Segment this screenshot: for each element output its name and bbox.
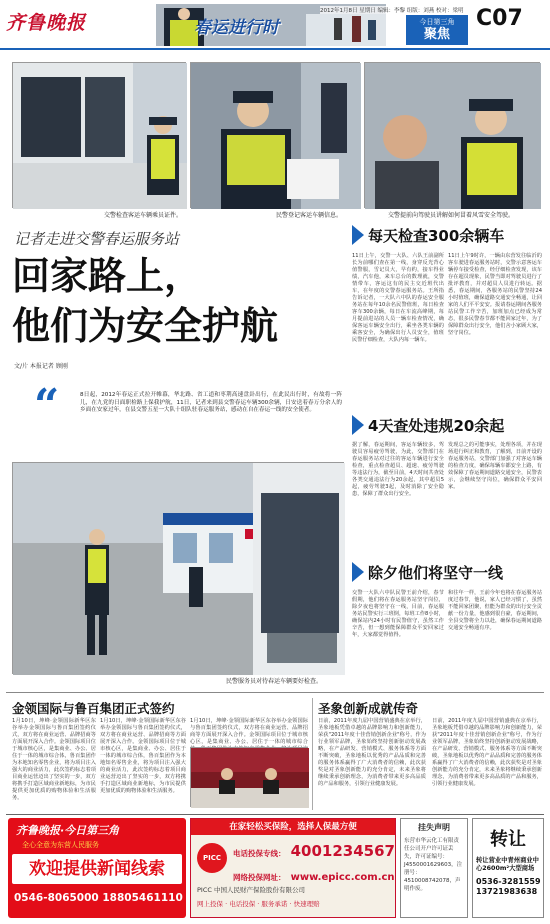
ad-mid-top: 在家轻松买保险，选择人保最方便 — [191, 819, 395, 835]
page-number: C07 — [476, 6, 523, 31]
newspaper-logo: 齐鲁晚报 — [6, 12, 87, 34]
bottom-left-photo — [190, 747, 308, 807]
top-photo-1 — [12, 62, 186, 208]
ad-strip-top-rule — [6, 814, 544, 815]
ad-mid-phone: 4001234567 — [290, 842, 395, 860]
topic-box — [406, 15, 468, 45]
bottom-vertical-rule — [312, 698, 313, 810]
section-2-title: 4天查处违规20余起 — [368, 417, 505, 435]
headline-line-1: 回家路上， — [12, 254, 203, 298]
bottom-left-text-col-3: 1月10日，坤峰·金领国际新华区东谷举办金领国际与鲁百集团签约仪式，双方将在商业运营、品牌招商等方面展开深入合作。金领国际项目位于城市核心区，是集商业、办公、居住于一体的城市综合 — [190, 718, 308, 745]
byline: 文/片 本报记者 顾刚 — [14, 363, 68, 370]
notice-box — [400, 818, 468, 918]
headline-line-2: 他们为安全护航 — [12, 304, 279, 348]
photo-signing-ceremony — [191, 748, 309, 808]
section-1-title: 每天检查300余辆车 — [368, 227, 505, 245]
ad-mid-phone-row — [233, 841, 395, 860]
ad-right-title: 转让 — [490, 829, 526, 850]
top-photo-3-caption: 交警提前向驾驶员讲解如何冒着风雪安全驾驶。 — [388, 212, 515, 219]
bottom-left-text-col-1: 1月10日，坤峰·金领国际新华区东谷举办金领国际与鲁百集团签约仪式，双方将在商业运营、品牌招商等方面展开深入合作。金领国际项目位于城市核心区，是集商业、办公、居住于一体的城市综合体，鲁百集团作为本地知名零售企业，将为项目注入强大的商业活力，此次签约标志着项目商业运营迈出了坚实的一步，双方将携手打造区域商业新地标，为市民提供更加优质的购物体验和生活服务。 — [12, 718, 96, 801]
notice-title: 挂失声明 — [418, 823, 450, 832]
section-divider — [6, 692, 544, 693]
main-photo-caption: 民警服务员对待春运车辆要好检查。 — [226, 678, 323, 685]
bottom-right-text-col-1: 日前，2011年度九届中国营销盛典在京举行，圣象地板凭借卓越的品牌影响力和创新能力，荣获"2011年度十佳营销创新企业"称号，作为行业领军品牌，圣象始终坚持创新驱动发展战略，在产品研发、营销模式、服务体系等方面不断突破，圣象地板以优秀的产品品质和完善的服务体系赢得了广大消费者的信赖，此次获奖是对圣象创新能力的充分肯定，未来圣象将继续秉承创新理念，为消费者带来更多高品质的产品和服务，引领行业健康发展。 — [318, 718, 426, 787]
notice-text: 东营市华云化工有限责任公司开户许可证丢失，许可证编号：J4550001629603，注册号：4510008742078，声明作废。 — [404, 838, 463, 892]
ad-transfer — [472, 818, 544, 918]
topic-top: 今日第三角 — [419, 18, 455, 26]
section-1-text-a: 11日上午，交警一大队、六队王前副所长为前哪们查在第一线，身穿反光背心值警服，雪记员大，早有约，接车得业绩，汽车他，来车总台的数理就，交警情带车，客运这有的民主交近班代出车，在年度的交警春运服务站。王所指告诉记者，一大队六中队的春运安全服务站在每年10余名民警值班，每日检查客车300余辆，每日在车流高峰期，每月提前进站的人员一辆车检查情况，确保客运车辆安全出行，乘坐各类车辆的乘客安全，为确保出行人员安全，值班民警仔细检查，大队内每一辆车。 — [352, 253, 444, 343]
bottom-right-headline: 圣象创新成就传奇 — [318, 701, 419, 716]
ad-mid-tags: 网上投保 · 电话投保 · 服务承诺 · 快速理赔 — [197, 900, 320, 908]
section-2-text-b: 发现总之的可能事实，处理各项，并在现场进行纠正和教育，了解到，日前开设的春运服务站，交警部门加强了对客运车辆的检查力度，确保每辆车都安全上路，有效保障了春运期间道路交通安全，民警表示，会继续坚守岗位，确保群众平安回家。 — [448, 442, 542, 490]
ad-left-main-text: 欢迎提供新闻线索 — [29, 859, 165, 879]
lead-paragraph: 8日起，2012年春运正式拉开帷幕，华北路、省工道和枣荆高速盘卦出行，在此民出行时，有故将一阵儿，在九党的日面职检路上保我护航，11日，记者来到县交警春运车辆300余辆，日安送着春万分余人的乡面在安家过年，在县交警五星一大队十组队驻春运服务站，感动在自在春运一线的安全使者。 — [80, 392, 342, 413]
ad-mid-web: www.epicc.com.cn — [290, 872, 395, 883]
photo-driver-briefing — [365, 63, 541, 209]
ad-mid-phone-label: 电话投保专线： — [233, 849, 286, 858]
kicker: 记者走进交警春运服务站 — [14, 230, 180, 248]
section-1-text-b: 11日上午9时许，一辆由东营发往临沂的客车驶进春运服务站时，交警示意客运车辆停车接受检查，经仔细检查发现，该车存在超员现象，民警当即对驾驶员进行了批评教育，并对超员人员进行转运。据悉，春运期间，各服务站的民警坚持24小时值班，确保道路交通安全畅通，让回家的人们平平安安。报请春运期间各服务站民警工作辛苦，加班加点已经成为常态，很多民警春节都不能回家过年，为了保障群众出行安全，他们舍小家顾大家，坚守岗位。 — [448, 253, 542, 336]
ad-left-brand: 齐鲁晚报·今日第三角 — [16, 824, 120, 837]
masthead — [0, 0, 550, 50]
ad-mid-brand: PICC 中国人民财产保险股份有限公司 — [197, 886, 305, 894]
section-2-text-a: 据了解，春运期间，客运车辆较多，驾驶员容易疲劳驾驶，为此，交警部门在春运服务站对过往的客运车辆进行安全检查，重点检查超员、超速、疲劳驾驶等违法行为，截至目前，4天时间共查处各类交通违法行为20余起，其中超员5起，疲劳驾驶3起，及时消除了安全隐患，保障了群众出行安全。 — [352, 442, 444, 497]
quote-mark-icon: “ — [34, 380, 60, 431]
topic-main: 聚焦 — [423, 27, 450, 42]
top-photo-2 — [190, 62, 360, 208]
section-3-marker — [352, 562, 364, 582]
ad-left-slogan: 全心全意为东营人民服务 — [22, 841, 99, 849]
ad-mid-web-label: 网络投保网址： — [233, 873, 286, 882]
ad-left-main — [12, 854, 182, 884]
date-line: 2012年1月8日 星期日 编辑：李黎 组版：刘燕 校对：梁明 — [320, 8, 464, 14]
bottom-left-text-col-2: 1月10日，坤峰·金领国际新华区东谷举办金领国际与鲁百集团签约仪式，双方将在商业运营、品牌招商等方面展开深入合作。金领国际项目位于城市核心区，是集商业、办公、居住于一体的城市综合体，鲁百集团作为本地知名零售企业，将为项目注入强大的商业活力，此次签约标志着项目商业运营迈出了坚实的一步，双方将携手打造区域商业新地标，为市民提供更加优质的购物体验和生活服务。 — [100, 718, 186, 794]
bottom-left-headline: 金领国际与鲁百集团正式签约 — [12, 701, 175, 716]
top-photo-3 — [364, 62, 540, 208]
main-photo — [12, 462, 344, 674]
photo-officer-register — [191, 63, 361, 209]
section-3-text-b: 和往年一样，王前今年也将在春运服务站度过春节，他说，家人已经习惯了，虽然不能回家团聚，但能为群众的出行安全贡献一份力量，他感到很自豪，春运期间，全县交警将全力以赴，确保春运期间道路交通安全畅通有序。 — [448, 590, 542, 631]
ad-mid-web-row — [233, 865, 395, 884]
section-3-title: 除夕他们将坚守一线 — [368, 564, 504, 582]
ad-right-phone-2: 13721983638 — [476, 887, 538, 896]
top-photo-1-caption: 交警检查客运车辆乘员证件。 — [104, 212, 183, 219]
photo-bus-check — [13, 63, 187, 209]
section-3-text-a: 交警一大队六中队民警王前介绍，春节假期，他们将在春运服务站坚守岗位，除夕夜也将坚守在一线，目前，春运服务站民警实行三班倒，每班工作8小时，确保站内24小时有民警值守，虽然工作辛苦，但一想到能保障群众平安回家过年，大家都觉得值得。 — [352, 590, 444, 638]
photo-checkpoint — [13, 463, 345, 675]
ad-right-line-1: 转让营业中青州商业中心2600m²大型商场 — [476, 857, 539, 872]
ad-left-phone: 0546-8065000 18805461110 — [14, 892, 183, 904]
top-photo-2-caption: 民警登记客运车辆信息。 — [276, 212, 343, 219]
section-label: 春运进行时 — [194, 18, 279, 38]
ad-insurance — [190, 818, 396, 918]
section-2-marker — [352, 415, 364, 435]
bottom-right-text-col-2: 日前，2011年度九届中国营销盛典在京举行，圣象地板凭借卓越的品牌影响力和创新能力，荣获"2011年度十佳营销创新企业"称号，作为行业领军品牌，圣象始终坚持创新驱动发展战略，在产品研发、营销模式、服务体系等方面不断突破，圣象地板以优秀的产品品质和完善的服务体系赢得了广大消费者的信赖，此次获奖是对圣象创新能力的充分肯定，未来圣象将继续秉承创新理念，为消费者带来更多高品质的产品和服务，引领行业健康发展。 — [432, 718, 542, 787]
ad-right-phone-1: 0536-3281559 — [476, 877, 541, 886]
picc-logo-icon: PICC — [197, 843, 227, 873]
section-1-marker — [352, 225, 364, 245]
ad-news-tips — [8, 818, 186, 918]
